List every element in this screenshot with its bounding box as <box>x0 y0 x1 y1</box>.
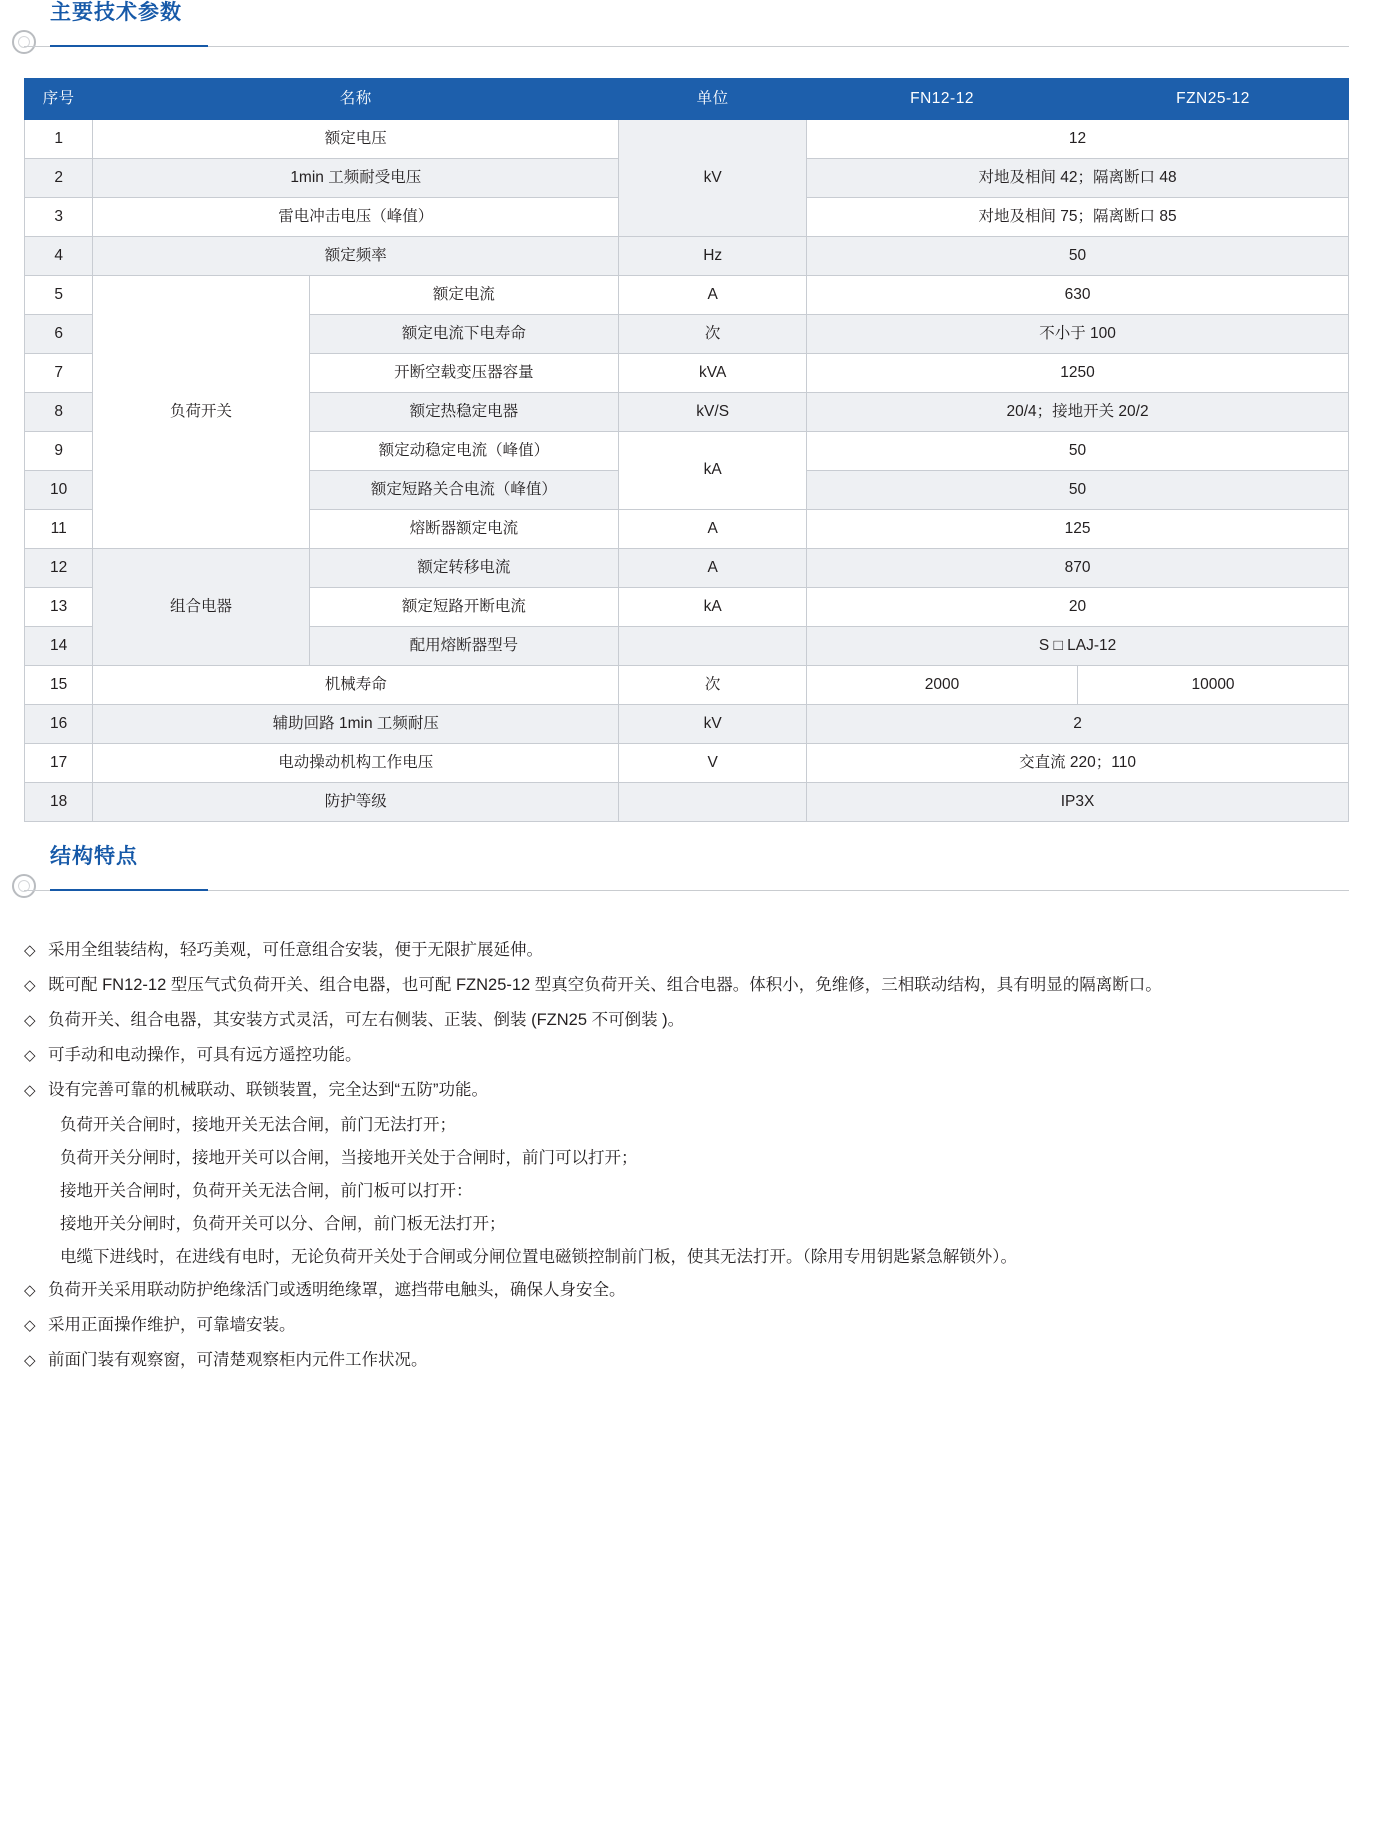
cell-no: 10 <box>25 471 93 510</box>
cell-no: 6 <box>25 315 93 354</box>
cell-value: 870 <box>807 549 1349 588</box>
cell-name: 开断空载变压器容量 <box>309 354 619 393</box>
table-row <box>25 705 1349 744</box>
spec-table <box>24 78 1349 822</box>
diamond-bullet-icon: ◇ <box>24 942 36 959</box>
diamond-bullet-icon: ◇ <box>24 1012 36 1029</box>
divider-accent <box>50 889 208 891</box>
divider-accent <box>50 45 208 47</box>
table-row <box>25 783 1349 822</box>
sub-list-item: 接地开关分闸时，负荷开关可以分、合闸，前门板无法打开； <box>60 1215 506 1233</box>
col-header-unit: 单位 <box>619 79 807 120</box>
diamond-bullet-icon: ◇ <box>24 1317 36 1334</box>
list-item <box>24 1004 1349 1037</box>
cell-no: 1 <box>25 120 93 159</box>
col-header-no: 序号 <box>25 79 93 120</box>
list-item <box>24 1039 1349 1072</box>
cell-name: 额定电压 <box>93 120 619 159</box>
cell-name: 辅助回路 1min 工频耐压 <box>93 705 619 744</box>
cell-value: 50 <box>807 432 1349 471</box>
cell-value: 630 <box>807 276 1349 315</box>
cell-value-fzn25: 10000 <box>1078 666 1349 705</box>
list-item-text: 采用正面操作维护，可靠墙安装。 <box>48 1316 296 1334</box>
list-item-text: 负荷开关采用联动防护绝缘活门或透明绝缘罩，遮挡带电触头，确保人身安全。 <box>48 1281 626 1299</box>
cell-unit: Hz <box>619 237 807 276</box>
cell-value: 交直流 220；110 <box>807 744 1349 783</box>
cell-no: 14 <box>25 627 93 666</box>
list-item <box>24 1074 1349 1107</box>
cell-unit: A <box>619 276 807 315</box>
table-row <box>25 666 1349 705</box>
cell-name: 额定热稳定电器 <box>309 393 619 432</box>
list-item <box>24 1274 1349 1307</box>
diamond-bullet-icon: ◇ <box>24 1282 36 1299</box>
cell-value: 12 <box>807 120 1349 159</box>
list-item-text: 既可配 FN12-12 型压气式负荷开关、组合电器，也可配 FZN25-12 型真空负荷开关、组合电器。体积小，免维修，三相联动结构，具有明显的隔离断口。 <box>48 976 1162 994</box>
cell-name: 电动操动机构工作电压 <box>93 744 619 783</box>
cell-name: 机械寿命 <box>93 666 619 705</box>
ring-decoration-icon <box>12 30 36 54</box>
cell-name: 熔断器额定电流 <box>309 510 619 549</box>
section-title-features: 结构特点 <box>50 845 138 868</box>
cell-value: 不小于 100 <box>807 315 1349 354</box>
cell-no: 18 <box>25 783 93 822</box>
cell-no: 3 <box>25 198 93 237</box>
list-item-text: 采用全组装结构，轻巧美观，可任意组合安装，便于无限扩展延伸。 <box>48 941 543 959</box>
cell-value: 50 <box>807 471 1349 510</box>
cell-name: 雷电冲击电压（峰值） <box>93 198 619 237</box>
cell-unit: kA <box>619 588 807 627</box>
cell-name: 额定短路开断电流 <box>309 588 619 627</box>
cell-unit <box>619 783 807 822</box>
cell-name: 防护等级 <box>93 783 619 822</box>
cell-unit: kVA <box>619 354 807 393</box>
cell-value: S □ LAJ-12 <box>807 627 1349 666</box>
features-list <box>24 934 1349 1377</box>
cell-value: IP3X <box>807 783 1349 822</box>
cell-no: 4 <box>25 237 93 276</box>
cell-unit: A <box>619 510 807 549</box>
cell-unit: kV <box>619 120 807 237</box>
cell-unit <box>619 627 807 666</box>
cell-value: 对地及相间 75；隔离断口 85 <box>807 198 1349 237</box>
list-item-text: 负荷开关、组合电器，其安装方式灵活，可左右侧装、正装、倒装 (FZN25 不可倒装 )。 <box>48 1011 685 1029</box>
list-item <box>24 969 1349 1002</box>
cell-no: 12 <box>25 549 93 588</box>
cell-unit: 次 <box>619 315 807 354</box>
col-header-name: 名称 <box>93 79 619 120</box>
section-spacer <box>0 822 1373 844</box>
cell-unit: kV <box>619 705 807 744</box>
cell-name: 额定转移电流 <box>309 549 619 588</box>
cell-value: 20 <box>807 588 1349 627</box>
diamond-bullet-icon: ◇ <box>24 1082 36 1099</box>
col-header-fn12: FN12-12 <box>807 79 1078 120</box>
cell-unit: kA <box>619 432 807 510</box>
cell-no: 2 <box>25 159 93 198</box>
table-row <box>25 237 1349 276</box>
table-row <box>25 744 1349 783</box>
ring-decoration-icon <box>12 874 36 898</box>
cell-no: 8 <box>25 393 93 432</box>
cell-value: 50 <box>807 237 1349 276</box>
col-header-fzn25: FZN25-12 <box>1078 79 1349 120</box>
sub-list-item: 接地开关合闸时，负荷开关无法合闸，前门板可以打开： <box>60 1182 473 1200</box>
diamond-bullet-icon: ◇ <box>24 1352 36 1369</box>
cell-unit: A <box>619 549 807 588</box>
spec-table-wrapper <box>24 78 1349 822</box>
cell-name: 额定电流 <box>309 276 619 315</box>
cell-group-combined: 组合电器 <box>93 549 309 666</box>
cell-name: 额定电流下电寿命 <box>309 315 619 354</box>
cell-name: 额定短路关合电流（峰值） <box>309 471 619 510</box>
section-header-features <box>0 844 1373 900</box>
cell-value-fn12: 2000 <box>807 666 1078 705</box>
section-header-specs <box>0 0 1373 56</box>
table-row <box>25 276 1349 315</box>
cell-value: 对地及相间 42；隔离断口 48 <box>807 159 1349 198</box>
list-item-text: 设有完善可靠的机械联动、联锁装置，完全达到“五防”功能。 <box>48 1081 488 1099</box>
cell-group-load-switch: 负荷开关 <box>93 276 309 549</box>
cell-name: 配用熔断器型号 <box>309 627 619 666</box>
divider <box>24 46 1349 47</box>
cell-value: 2 <box>807 705 1349 744</box>
table-header-row <box>25 79 1349 120</box>
cell-no: 5 <box>25 276 93 315</box>
cell-value: 1250 <box>807 354 1349 393</box>
diamond-bullet-icon: ◇ <box>24 977 36 994</box>
sub-list-item: 负荷开关合闸时，接地开关无法合闸，前门无法打开； <box>60 1116 456 1134</box>
sub-list-item: 负荷开关分闸时，接地开关可以合闸，当接地开关处于合闸时，前门可以打开； <box>60 1149 638 1167</box>
cell-no: 17 <box>25 744 93 783</box>
list-item <box>24 934 1349 967</box>
cell-value: 20/4；接地开关 20/2 <box>807 393 1349 432</box>
list-item <box>24 1309 1349 1342</box>
sub-list-item: 电缆下进线时，在进线有电时，无论负荷开关处于合闸或分闸位置电磁锁控制前门板，使其无法打开。（除用专用钥匙紧急解锁外）。 <box>60 1248 1017 1266</box>
list-item-text: 可手动和电动操作，可具有远方遥控功能。 <box>48 1046 362 1064</box>
cell-no: 13 <box>25 588 93 627</box>
cell-no: 9 <box>25 432 93 471</box>
diamond-bullet-icon: ◇ <box>24 1047 36 1064</box>
cell-unit: kV/S <box>619 393 807 432</box>
cell-value: 125 <box>807 510 1349 549</box>
list-item <box>24 1344 1349 1377</box>
cell-unit: V <box>619 744 807 783</box>
cell-unit: 次 <box>619 666 807 705</box>
table-row <box>25 120 1349 159</box>
page-title: 主要技术参数 <box>50 1 182 24</box>
list-item-text: 前面门装有观察窗，可清楚观察柜内元件工作状况。 <box>48 1351 428 1369</box>
cell-no: 11 <box>25 510 93 549</box>
cell-no: 7 <box>25 354 93 393</box>
divider <box>24 890 1349 891</box>
cell-no: 15 <box>25 666 93 705</box>
cell-no: 16 <box>25 705 93 744</box>
table-row <box>25 549 1349 588</box>
cell-name: 额定频率 <box>93 237 619 276</box>
cell-name: 1min 工频耐受电压 <box>93 159 619 198</box>
cell-name: 额定动稳定电流（峰值） <box>309 432 619 471</box>
